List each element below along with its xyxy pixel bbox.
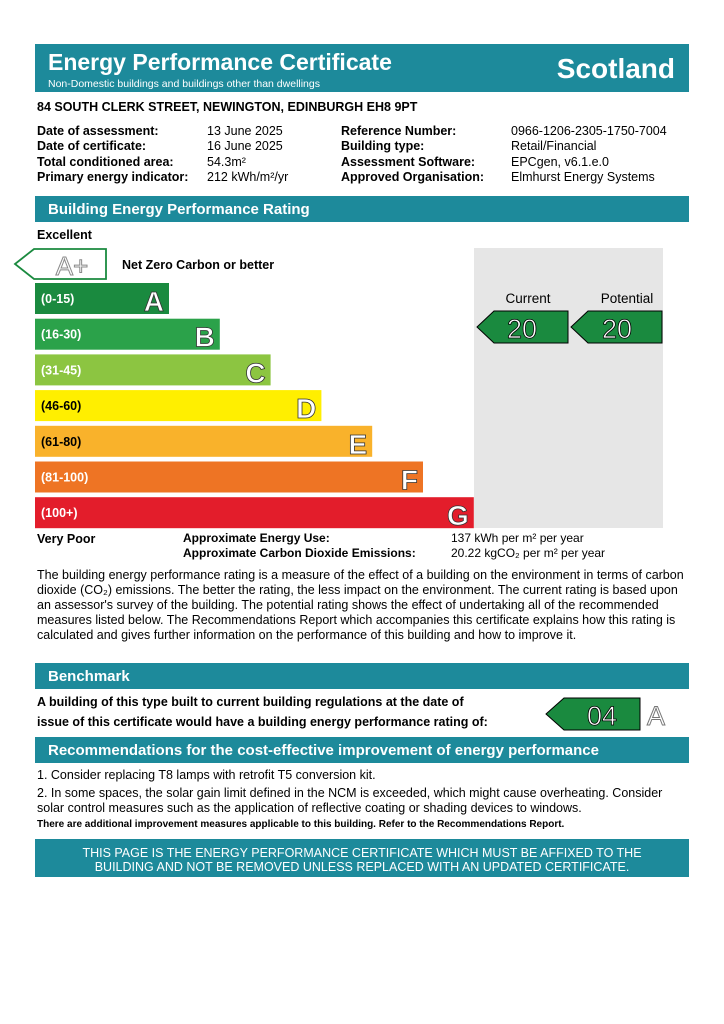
country-label: Scotland xyxy=(556,53,675,84)
detail-label: Date of assessment: xyxy=(37,124,159,138)
rating-band-range: (61-80) xyxy=(41,434,82,449)
detail-value: Retail/Financial xyxy=(511,139,597,154)
recommendations-note: There are additional improvement measures applicable to this building. Refer to the Recommendations Report. xyxy=(37,819,565,830)
very-poor-label: Very Poor xyxy=(37,532,96,546)
recommendations-header xyxy=(35,737,689,763)
rating-band-letter: A xyxy=(143,286,164,317)
rating-panel xyxy=(474,248,663,528)
co2-label: Approximate Carbon Dioxide Emissions: xyxy=(183,546,416,560)
recommendation-item: 1. Consider replacing T8 lamps with retrofit T5 conversion kit. xyxy=(37,768,376,782)
footer-notice xyxy=(35,839,689,877)
energy-use-value: 137 kWh per m² per year xyxy=(451,531,584,545)
current-label: Current xyxy=(505,291,551,306)
rating-band-letter: E xyxy=(348,428,368,460)
rating-band-range: (0-15) xyxy=(41,292,75,306)
detail-label: Reference Number: xyxy=(341,124,457,138)
rating-band-letter: B xyxy=(194,321,215,353)
excellent-label: Excellent xyxy=(37,228,92,242)
benchmark-text-line1: A building of this type built to current building regulations at the date of xyxy=(37,695,464,709)
rating-band-letter: G xyxy=(447,500,469,532)
co2-value: 20.22 kgCO₂ per m² per year xyxy=(451,546,606,560)
potential-rating-value: 20 xyxy=(601,314,633,344)
benchmark-header xyxy=(35,663,689,689)
detail-label: Assessment Software: xyxy=(341,154,476,169)
rating-band-letter: F xyxy=(400,464,418,496)
rating-band-letter: D xyxy=(296,393,317,425)
detail-label: Building type: xyxy=(341,139,425,154)
detail-value: 13 June 2025 xyxy=(207,124,283,138)
benchmark-letter: A xyxy=(646,701,666,731)
detail-label: Total conditioned area: xyxy=(37,154,174,169)
rating-band-letter: C xyxy=(245,357,266,389)
rating-band-range: (81-100) xyxy=(41,470,89,485)
benchmark-title: Benchmark xyxy=(48,668,130,685)
detail-value: 54.3m² xyxy=(207,154,246,169)
rating-band-e xyxy=(35,426,372,457)
footer-notice-line2: BUILDING AND NOT BE REMOVED UNLESS REPLACED WITH AN UPDATED CERTIFICATE. xyxy=(94,860,630,874)
detail-label: Date of certificate: xyxy=(37,139,147,154)
rating-band-g xyxy=(35,497,474,528)
potential-label: Potential xyxy=(600,291,654,306)
rating-band-f xyxy=(35,462,423,493)
rating-description: The building energy performance rating is a measure of the effect of a building on the environment in terms of carbon dioxide (CO₂) emissions. The better the rating, the less impact on the environment. The current rating is based upon an assessor's survey of the building. The potential rating shows the effect of undertaking all of the recommended measures listed below. The Recommendations Report which accompanies this certificate explains how this rating is calculated and gives further information on the performance of this building and how to improve it. xyxy=(37,568,684,642)
rating-band-range: (46-60) xyxy=(41,399,82,414)
rating-band-range: (100+) xyxy=(41,506,78,521)
detail-value: 212 kWh/m²/yr xyxy=(207,169,289,184)
recommendations-title: Recommendations for the cost-effective improvement of energy performance xyxy=(48,742,599,759)
detail-label: Primary energy indicator: xyxy=(37,169,189,184)
property-address: 84 SOUTH CLERK STREET, NEWINGTON, EDINBURGH EH8 9PT xyxy=(37,100,418,114)
footer-notice-line1: THIS PAGE IS THE ENERGY PERFORMANCE CERTIFICATE WHICH MUST BE AFFIXED TO THE xyxy=(82,846,642,860)
benchmark-value: 04 xyxy=(586,701,618,731)
benchmark-rating xyxy=(540,694,670,734)
recommendation-item: 2. In some spaces, the solar gain limit defined in the NCM is exceeded, which might cause overheating. Consider solar control measures such as the application of reflective coating or shading devices to windows. xyxy=(37,786,663,815)
detail-value: 0966-1206-2305-1750-7004 xyxy=(511,124,667,138)
net-zero-label: Net Zero Carbon or better xyxy=(122,258,275,272)
rating-bands xyxy=(35,283,474,531)
detail-value: Elmhurst Energy Systems xyxy=(511,169,655,184)
net-zero-letter: A+ xyxy=(55,251,89,281)
energy-use-label: Approximate Energy Use: xyxy=(183,531,330,545)
certificate-subtitle: Non-Domestic buildings and buildings other than dwellings xyxy=(48,78,320,90)
detail-value: 16 June 2025 xyxy=(207,139,283,154)
detail-label: Approved Organisation: xyxy=(341,169,485,184)
certificate-title: Energy Performance Certificate xyxy=(48,49,392,75)
rating-band-range: (16-30) xyxy=(41,327,82,342)
rating-band-range: (31-45) xyxy=(41,363,82,378)
detail-value: EPCgen, v6.1.e.0 xyxy=(511,154,609,169)
benchmark-text-line2: issue of this certificate would have a building energy performance rating of: xyxy=(37,715,488,729)
rating-section-title: Building Energy Performance Rating xyxy=(48,201,310,218)
current-rating-value: 20 xyxy=(506,314,538,344)
